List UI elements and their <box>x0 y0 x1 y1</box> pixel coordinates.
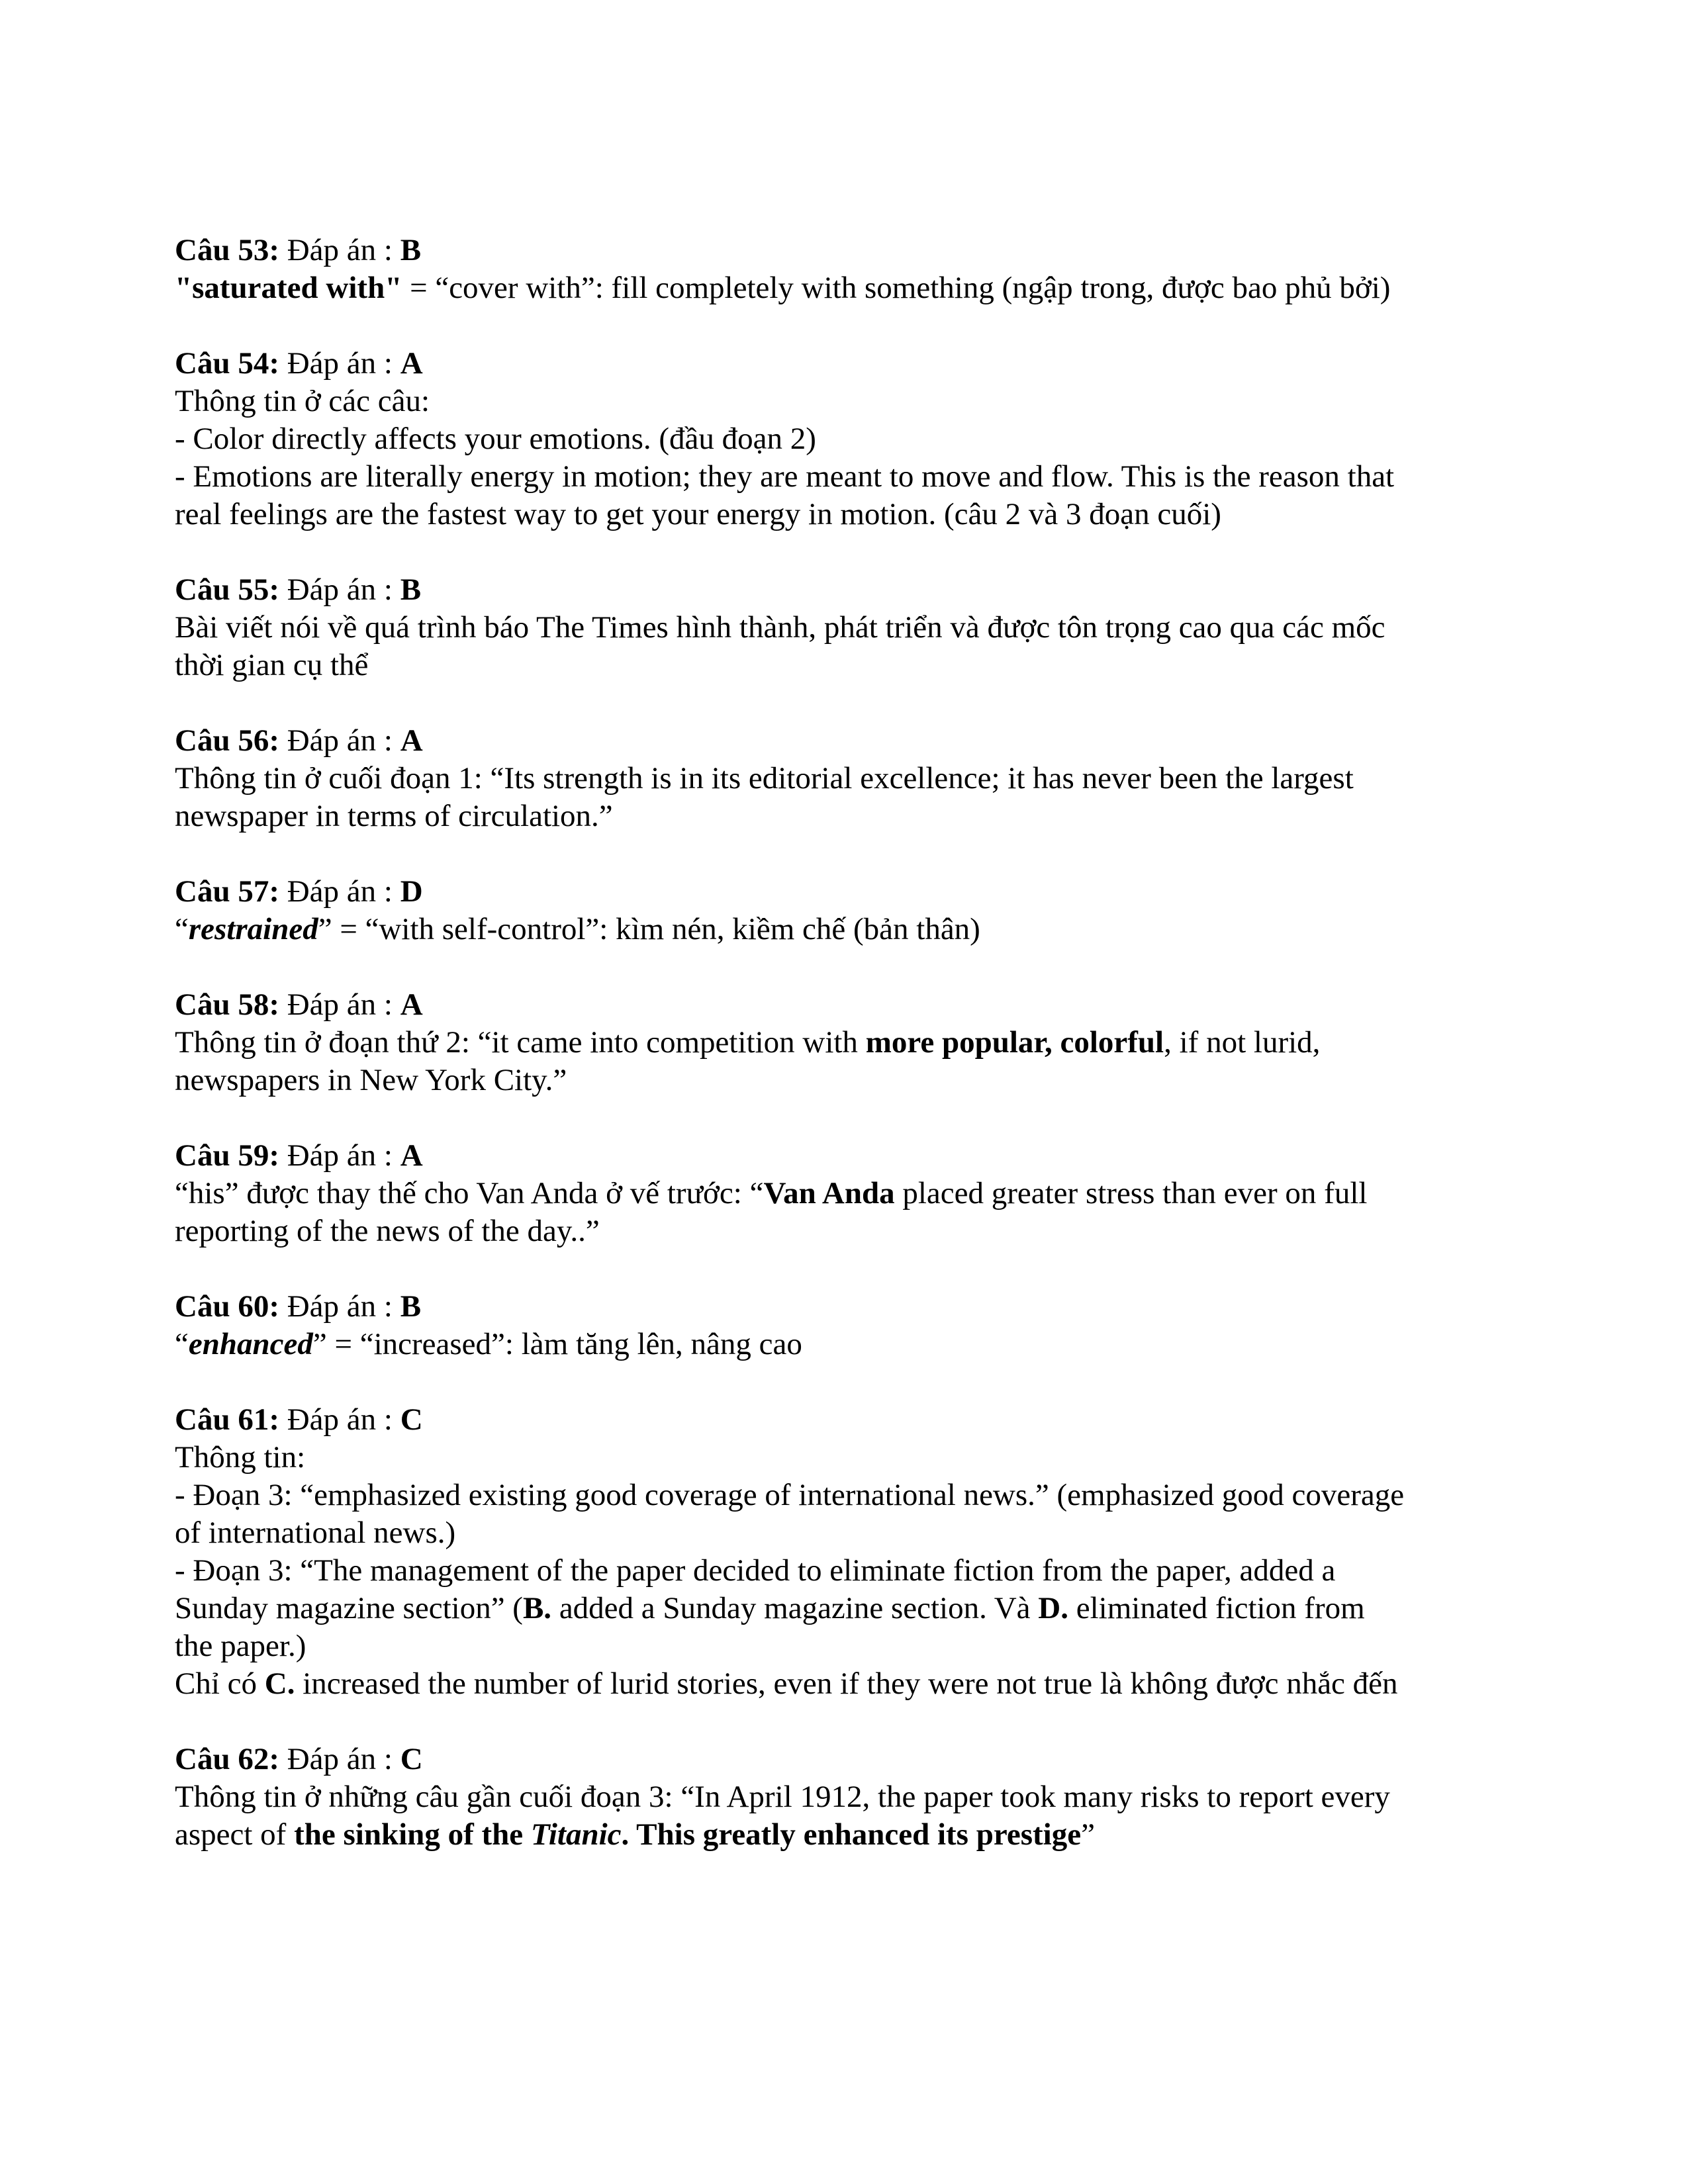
question-heading <box>175 873 1499 911</box>
question-59 <box>175 1137 1499 1250</box>
answer-letter: A <box>400 346 423 381</box>
question-heading <box>175 1401 1499 1439</box>
keyword: saturated with" <box>192 271 402 305</box>
answer-prefix: Đáp án : <box>287 874 393 909</box>
answer-letter: B <box>400 572 422 607</box>
question-label: Câu 58: <box>175 987 279 1022</box>
explanation-line: Thông tin: <box>175 1440 306 1475</box>
answer-prefix: Đáp án : <box>287 233 393 267</box>
question-60 <box>175 1288 1499 1363</box>
explanation-line: - Đoạn 3: “emphasized existing good coverage of international news.” (emphasized good coverage <box>175 1478 1405 1512</box>
answer-prefix: Đáp án : <box>287 1402 393 1437</box>
explanation-line: reporting of the news of the day..” <box>175 1214 600 1248</box>
explanation-line: Thông tin ở các câu: <box>175 384 430 418</box>
answer-letter: A <box>400 723 423 758</box>
question-heading <box>175 232 1499 269</box>
explanation-line <box>175 1024 1499 1062</box>
explanation-text: eliminated fiction from <box>1068 1591 1365 1625</box>
explanation-text: Chỉ có <box>175 1666 265 1701</box>
keyword: . This greatly enhanced its prestige <box>621 1817 1082 1852</box>
answer-prefix: Đáp án : <box>287 572 393 607</box>
question-heading <box>175 986 1499 1024</box>
keyword: Van Anda <box>763 1176 895 1210</box>
explanation-text: added a Sunday magazine section. Và <box>551 1591 1039 1625</box>
explanation-line: the paper.) <box>175 1629 306 1663</box>
question-57 <box>175 873 1499 948</box>
question-label: Câu 59: <box>175 1138 279 1173</box>
question-heading <box>175 1137 1499 1175</box>
answer-prefix: Đáp án : <box>287 1289 393 1324</box>
explanation-line: thời gian cụ thể <box>175 648 369 682</box>
keyword: restrained <box>188 912 318 946</box>
question-heading <box>175 571 1499 609</box>
answer-letter: C <box>400 1742 423 1776</box>
explanation-line: newspaper in terms of circulation.” <box>175 799 613 833</box>
question-label: Câu 55: <box>175 572 279 607</box>
keyword: enhanced <box>188 1327 313 1361</box>
question-label: Câu 56: <box>175 723 279 758</box>
question-label: Câu 53: <box>175 233 279 267</box>
explanation-text: ” <box>1081 1817 1095 1852</box>
quote-mark: “ <box>175 912 189 946</box>
explanation-line: - Color directly affects your emotions. (đầu đoạn 2) <box>175 422 816 456</box>
explanation-line: of international news.) <box>175 1516 456 1550</box>
explanation-text: ” = “with self-control”: kìm nén, kiềm chế (bản thân) <box>318 912 980 946</box>
question-heading <box>175 345 1499 383</box>
explanation-line: real feelings are the fastest way to get your energy in motion. (câu 2 và 3 đoạn cuối) <box>175 497 1221 531</box>
explanation-text: placed greater stress than ever on full <box>894 1176 1368 1210</box>
explanation-line: Thông tin ở những câu gần cuối đoạn 3: “In April 1912, the paper took many risks to report every <box>175 1780 1390 1814</box>
explanation-line: - Emotions are literally energy in motion; they are meant to move and flow. This is the reason that <box>175 459 1395 494</box>
question-label: Câu 61: <box>175 1402 279 1437</box>
explanation-line <box>175 1175 1499 1212</box>
answer-prefix: Đáp án : <box>287 346 393 381</box>
explanation-line <box>175 1816 1499 1854</box>
question-label: Câu 54: <box>175 346 279 381</box>
answer-letter: D <box>400 874 423 909</box>
answer-letter: B <box>400 1289 422 1324</box>
explanation-text: Thông tin ở đoạn thứ 2: “it came into competition with <box>175 1025 866 1060</box>
question-heading <box>175 722 1499 760</box>
question-label: Câu 57: <box>175 874 279 909</box>
question-54 <box>175 345 1499 533</box>
question-heading <box>175 1741 1499 1778</box>
explanation-text: aspect of <box>175 1817 295 1852</box>
explanation-line: Bài viết nói về quá trình báo The Times hình thành, phát triển và được tôn trọng cao qua các mốc <box>175 610 1385 645</box>
question-58 <box>175 986 1499 1099</box>
question-56 <box>175 722 1499 835</box>
quote-mark: " <box>175 271 193 305</box>
explanation-text: = “cover with”: fill completely with something (ngập trong, được bao phủ bởi) <box>402 271 1391 305</box>
answer-letter: A <box>400 987 423 1022</box>
document-page <box>175 232 1499 1891</box>
answer-prefix: Đáp án : <box>287 723 393 758</box>
explanation-text: “his” được thay thế cho Van Anda ở vế trước: “ <box>175 1176 764 1210</box>
explanation-line: - Đoạn 3: “The management of the paper decided to eliminate fiction from the paper, added a <box>175 1553 1336 1588</box>
quote-mark: “ <box>175 1327 189 1361</box>
question-62 <box>175 1741 1499 1854</box>
question-53 <box>175 232 1499 307</box>
answer-prefix: Đáp án : <box>287 1138 393 1173</box>
answer-letter: B <box>400 233 422 267</box>
answer-prefix: Đáp án : <box>287 1742 393 1776</box>
keyword: the sinking of the <box>294 1817 531 1852</box>
question-label: Câu 62: <box>175 1742 279 1776</box>
keyword: Titanic <box>530 1817 622 1852</box>
option-letter: C. <box>264 1666 295 1701</box>
question-61 <box>175 1401 1499 1703</box>
question-label: Câu 60: <box>175 1289 279 1324</box>
question-55 <box>175 571 1499 684</box>
answer-letter: A <box>400 1138 423 1173</box>
explanation-line <box>175 911 1499 948</box>
keyword: more popular, colorful <box>865 1025 1164 1060</box>
option-letter: B. <box>522 1591 552 1625</box>
explanation-line: newspapers in New York City.” <box>175 1063 567 1097</box>
question-heading <box>175 1288 1499 1326</box>
explanation-line <box>175 269 1499 307</box>
option-letter: D. <box>1038 1591 1068 1625</box>
answer-letter: C <box>400 1402 423 1437</box>
explanation-line <box>175 1326 1499 1363</box>
explanation-text: increased the number of lurid stories, even if they were not true là không được nhắc đến <box>295 1666 1398 1701</box>
answer-prefix: Đáp án : <box>287 987 393 1022</box>
explanation-text: ” = “increased”: làm tăng lên, nâng cao <box>312 1327 802 1361</box>
explanation-line <box>175 1665 1499 1703</box>
explanation-line <box>175 1590 1499 1627</box>
explanation-text: , if not lurid, <box>1164 1025 1321 1060</box>
explanation-text: Sunday magazine section” ( <box>175 1591 523 1625</box>
explanation-line: Thông tin ở cuối đoạn 1: “Its strength is in its editorial excellence; it has never been the largest <box>175 761 1354 796</box>
